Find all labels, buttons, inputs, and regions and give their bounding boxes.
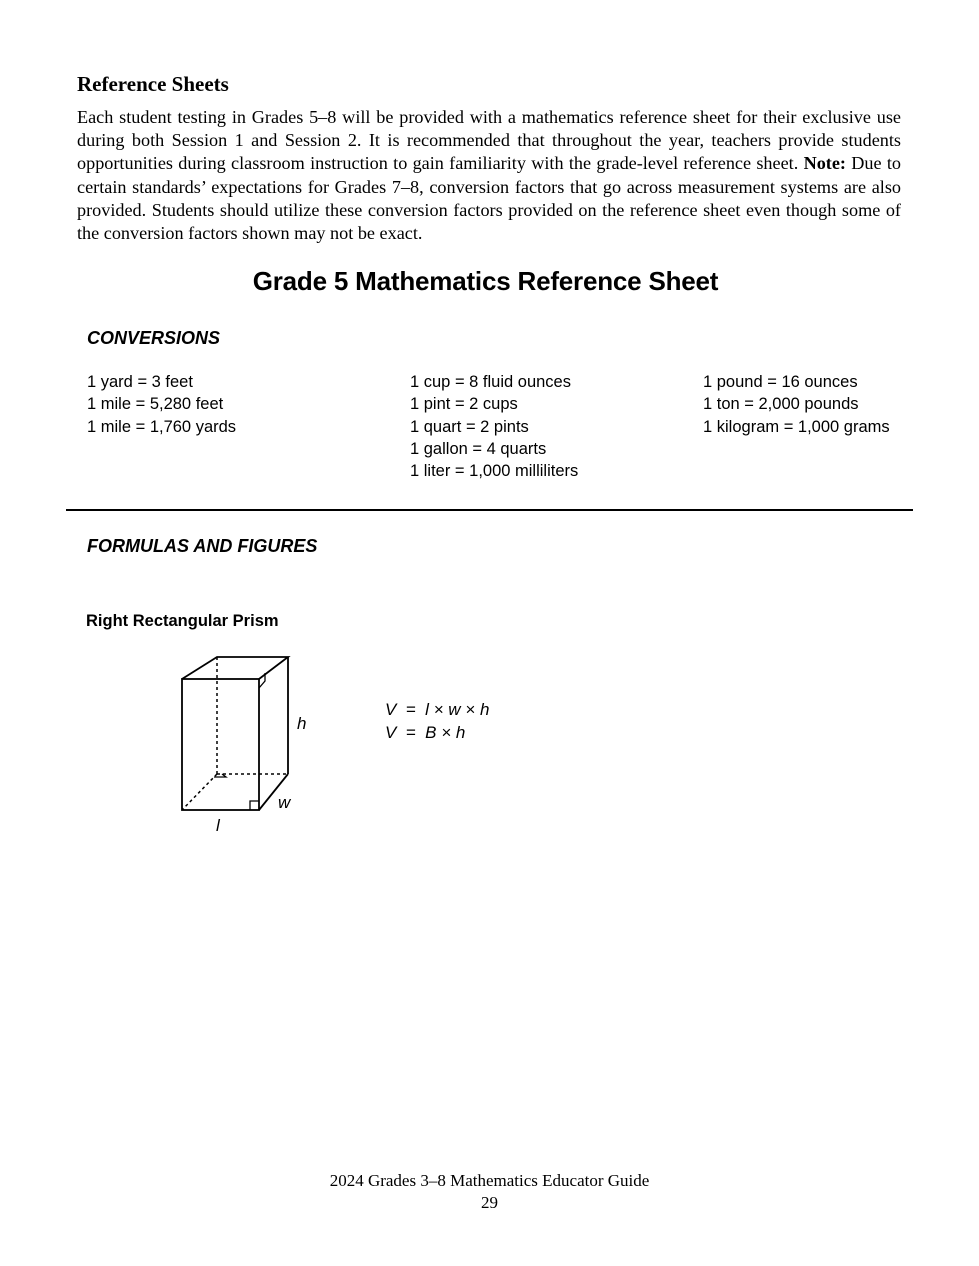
conversions-heading: CONVERSIONS [87, 328, 221, 348]
formulas-heading: FORMULAS AND FIGURES [87, 536, 318, 556]
intro-paragraph [77, 106, 901, 245]
conversion-item: 1 gallon = 4 quarts [410, 439, 547, 458]
right-angle-markers [214, 673, 265, 810]
weight-conversions [703, 371, 890, 438]
conversion-item: 1 yard = 3 feet [87, 373, 193, 391]
length-label: l [216, 816, 220, 835]
volume-conversions [410, 371, 578, 482]
footer-guide-title: 2024 Grades 3–8 Mathematics Educator Guide [329, 1171, 650, 1190]
intro-lead-text: Each student testing in Grades 5–8 will be provided with a mathematics reference sheet for their exclusive use during both Session 1 and Session 2. It is recommended that throughout the year, teachers provide students opportunities during classroom instruction to gain familiarity with the grade-level reference sheet. [77, 107, 901, 174]
prism-solid-edges [182, 657, 288, 810]
conversion-item: 1 liter = 1,000 milliliters [410, 462, 579, 481]
prism-hidden-edges [182, 657, 288, 810]
conversion-item: 1 pound = 16 ounces [703, 373, 858, 391]
conversion-item: 1 cup = 8 fluid ounces [410, 373, 571, 391]
page-footer [0, 1170, 979, 1214]
volume-formula-base: V = B × h [385, 723, 466, 742]
width-label: w [278, 793, 291, 812]
prism-label: Right Rectangular Prism [86, 612, 279, 630]
note-text: Due to certain standards’ expectations for Grades 7–8, conversion factors that go across measurement systems are also provided. Students should utilize these conversion factors provided on the reference sheet even though some of the conversion factors shown may not be exact. [77, 153, 902, 244]
conversion-item: 1 mile = 1,760 yards [87, 417, 237, 436]
hidden-left-edge [182, 774, 217, 810]
page-number: 29 [481, 1193, 498, 1212]
section-heading: Reference Sheets [77, 72, 229, 96]
prism-diagram [170, 648, 330, 843]
prism-top-face [182, 657, 288, 679]
sheet-title: Grade 5 Mathematics Reference Sheet [252, 266, 719, 296]
height-label: h [297, 714, 307, 733]
prism-front-face [182, 679, 259, 810]
conversion-item: 1 ton = 2,000 pounds [703, 395, 859, 414]
volume-formula: V = l × w × h [385, 700, 490, 719]
section-divider [66, 509, 913, 511]
length-conversions [87, 371, 236, 438]
note-label: Note: [803, 153, 846, 174]
conversion-item: 1 pint = 2 cups [410, 395, 518, 414]
conversion-item: 1 quart = 2 pints [410, 417, 529, 436]
prism-formulas [385, 698, 489, 744]
conversion-item: 1 kilogram = 1,000 grams [703, 417, 890, 436]
conversion-item: 1 mile = 5,280 feet [87, 395, 224, 414]
right-angle-marker-bottom [250, 801, 259, 810]
